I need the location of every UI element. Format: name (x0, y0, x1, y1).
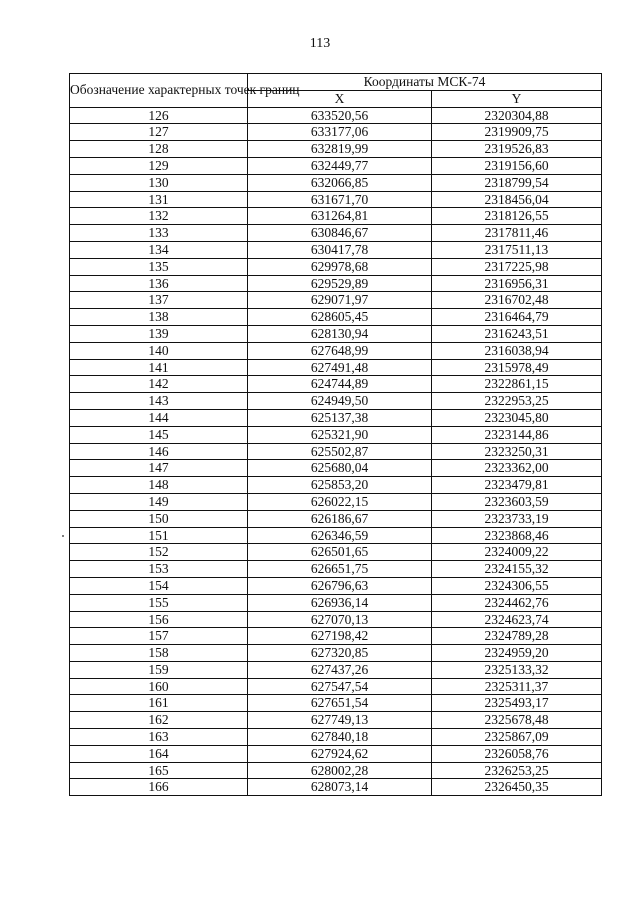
table-row (70, 241, 602, 258)
point-cell: 127 (70, 124, 248, 141)
point-cell: 142 (70, 376, 248, 393)
x-coordinate-cell: 631671,70 (248, 191, 432, 208)
x-coordinate-cell: 632449,77 (248, 157, 432, 174)
point-cell: 153 (70, 561, 248, 578)
coordinates-table (69, 73, 602, 796)
point-cell: 145 (70, 426, 248, 443)
x-coordinate-cell: 627651,54 (248, 695, 432, 712)
point-cell: 138 (70, 309, 248, 326)
table-row (70, 393, 602, 410)
table-row (70, 225, 602, 242)
point-cell: 161 (70, 695, 248, 712)
x-coordinate-cell: 626936,14 (248, 594, 432, 611)
x-coordinate-cell: 627437,26 (248, 661, 432, 678)
y-coordinate-cell: 2326253,25 (432, 762, 602, 779)
point-cell: 155 (70, 594, 248, 611)
point-cell: 165 (70, 762, 248, 779)
y-coordinate-cell: 2325311,37 (432, 678, 602, 695)
table-row (70, 729, 602, 746)
point-cell: 156 (70, 611, 248, 628)
y-coordinate-cell: 2316038,94 (432, 342, 602, 359)
point-column-header: Обозначение характерных точек границ (70, 74, 248, 108)
point-cell: 159 (70, 661, 248, 678)
table-row (70, 477, 602, 494)
x-coordinate-cell: 628130,94 (248, 325, 432, 342)
y-coordinate-cell: 2323603,59 (432, 493, 602, 510)
point-cell: 136 (70, 275, 248, 292)
table-row (70, 409, 602, 426)
point-cell: 135 (70, 258, 248, 275)
point-cell: 132 (70, 208, 248, 225)
point-cell: 149 (70, 493, 248, 510)
y-coordinate-cell: 2318799,54 (432, 174, 602, 191)
table-row (70, 157, 602, 174)
x-coordinate-cell: 627070,13 (248, 611, 432, 628)
table-row (70, 342, 602, 359)
table-row (70, 779, 602, 796)
table-row (70, 594, 602, 611)
x-coordinate-cell: 631264,81 (248, 208, 432, 225)
table-row (70, 174, 602, 191)
x-coordinate-cell: 627198,42 (248, 628, 432, 645)
x-coordinate-cell: 624744,89 (248, 376, 432, 393)
x-coordinate-cell: 625680,04 (248, 460, 432, 477)
y-coordinate-cell: 2324155,32 (432, 561, 602, 578)
x-coordinate-cell: 626651,75 (248, 561, 432, 578)
point-cell: 130 (70, 174, 248, 191)
x-coordinate-cell: 627648,99 (248, 342, 432, 359)
table-row (70, 544, 602, 561)
point-cell: 133 (70, 225, 248, 242)
point-cell: 147 (70, 460, 248, 477)
x-coordinate-cell: 629529,89 (248, 275, 432, 292)
table-row (70, 191, 602, 208)
point-cell: 126 (70, 107, 248, 124)
y-coordinate-cell: 2324009,22 (432, 544, 602, 561)
table-row (70, 292, 602, 309)
x-coordinate-cell: 629978,68 (248, 258, 432, 275)
table-row (70, 762, 602, 779)
point-cell: 129 (70, 157, 248, 174)
table-body (70, 107, 602, 796)
y-coordinate-cell: 2316243,51 (432, 325, 602, 342)
page-number: 113 (309, 36, 331, 51)
table-row (70, 695, 602, 712)
table-row (70, 460, 602, 477)
point-cell: 141 (70, 359, 248, 376)
y-coordinate-cell: 2322953,25 (432, 393, 602, 410)
x-coordinate-cell: 630417,78 (248, 241, 432, 258)
y-coordinate-cell: 2324959,20 (432, 645, 602, 662)
table-row (70, 678, 602, 695)
x-column-header: X (248, 90, 432, 107)
y-coordinate-cell: 2318126,55 (432, 208, 602, 225)
y-coordinate-cell: 2319909,75 (432, 124, 602, 141)
table-row (70, 124, 602, 141)
point-cell: 128 (70, 141, 248, 158)
point-cell: 143 (70, 393, 248, 410)
y-coordinate-cell: 2317511,13 (432, 241, 602, 258)
point-cell: 150 (70, 510, 248, 527)
point-cell: 152 (70, 544, 248, 561)
table-row (70, 628, 602, 645)
x-coordinate-cell: 624949,50 (248, 393, 432, 410)
table-row (70, 443, 602, 460)
point-cell: 151 (70, 527, 248, 544)
y-coordinate-cell: 2319156,60 (432, 157, 602, 174)
x-coordinate-cell: 633520,56 (248, 107, 432, 124)
x-coordinate-cell: 633177,06 (248, 124, 432, 141)
x-coordinate-cell: 626346,59 (248, 527, 432, 544)
table-row (70, 510, 602, 527)
x-coordinate-cell: 625853,20 (248, 477, 432, 494)
y-coordinate-cell: 2317225,98 (432, 258, 602, 275)
point-cell: 164 (70, 745, 248, 762)
table-row (70, 141, 602, 158)
table-row (70, 645, 602, 662)
table-row (70, 426, 602, 443)
y-coordinate-cell: 2323144,86 (432, 426, 602, 443)
y-coordinate-cell: 2323045,80 (432, 409, 602, 426)
point-cell: 166 (70, 779, 248, 796)
point-cell: 139 (70, 325, 248, 342)
x-coordinate-cell: 627924,62 (248, 745, 432, 762)
table-row (70, 561, 602, 578)
y-coordinate-cell: 2326058,76 (432, 745, 602, 762)
table-header (70, 74, 602, 108)
table-row (70, 661, 602, 678)
y-coordinate-cell: 2320304,88 (432, 107, 602, 124)
y-coordinate-cell: 2326450,35 (432, 779, 602, 796)
point-cell: 140 (70, 342, 248, 359)
x-coordinate-cell: 627491,48 (248, 359, 432, 376)
y-coordinate-cell: 2323733,19 (432, 510, 602, 527)
point-cell: 154 (70, 577, 248, 594)
point-cell: 160 (70, 678, 248, 695)
y-coordinate-cell: 2322861,15 (432, 376, 602, 393)
y-coordinate-cell: 2324462,76 (432, 594, 602, 611)
table-row (70, 712, 602, 729)
x-coordinate-cell: 626186,67 (248, 510, 432, 527)
y-coordinate-cell: 2325867,09 (432, 729, 602, 746)
y-coordinate-cell: 2325133,32 (432, 661, 602, 678)
x-coordinate-cell: 632819,99 (248, 141, 432, 158)
y-coordinate-cell: 2325493,17 (432, 695, 602, 712)
point-cell: 157 (70, 628, 248, 645)
y-coordinate-cell: 2323250,31 (432, 443, 602, 460)
x-coordinate-cell: 628002,28 (248, 762, 432, 779)
x-coordinate-cell: 632066,85 (248, 174, 432, 191)
x-coordinate-cell: 628073,14 (248, 779, 432, 796)
x-coordinate-cell: 626022,15 (248, 493, 432, 510)
x-coordinate-cell: 629071,97 (248, 292, 432, 309)
table-row (70, 611, 602, 628)
x-coordinate-cell: 626501,65 (248, 544, 432, 561)
table-row (70, 359, 602, 376)
x-coordinate-cell: 630846,67 (248, 225, 432, 242)
point-cell: 162 (70, 712, 248, 729)
x-coordinate-cell: 627547,54 (248, 678, 432, 695)
y-coordinate-cell: 2324306,55 (432, 577, 602, 594)
x-coordinate-cell: 625321,90 (248, 426, 432, 443)
table-row (70, 258, 602, 275)
x-coordinate-cell: 628605,45 (248, 309, 432, 326)
y-coordinate-cell: 2324789,28 (432, 628, 602, 645)
y-coordinate-cell: 2317811,46 (432, 225, 602, 242)
y-coordinate-cell: 2323868,46 (432, 527, 602, 544)
point-cell: 146 (70, 443, 248, 460)
y-coordinate-cell: 2325678,48 (432, 712, 602, 729)
table-row (70, 208, 602, 225)
table-row (70, 527, 602, 544)
table-row (70, 309, 602, 326)
y-coordinate-cell: 2315978,49 (432, 359, 602, 376)
point-cell: 144 (70, 409, 248, 426)
coordinate-system-header: Координаты МСК-74 (248, 74, 602, 91)
point-cell: 131 (70, 191, 248, 208)
table-row (70, 376, 602, 393)
table-row (70, 493, 602, 510)
x-coordinate-cell: 626796,63 (248, 577, 432, 594)
y-coordinate-cell: 2323479,81 (432, 477, 602, 494)
table-row (70, 577, 602, 594)
table-row (70, 745, 602, 762)
y-column-header: Y (432, 90, 602, 107)
y-coordinate-cell: 2324623,74 (432, 611, 602, 628)
point-cell: 148 (70, 477, 248, 494)
header-row-top (70, 74, 602, 91)
y-coordinate-cell: 2319526,83 (432, 141, 602, 158)
table-row (70, 107, 602, 124)
point-cell: 134 (70, 241, 248, 258)
y-coordinate-cell: 2316464,79 (432, 309, 602, 326)
y-coordinate-cell: 2318456,04 (432, 191, 602, 208)
point-cell: 137 (70, 292, 248, 309)
x-coordinate-cell: 625502,87 (248, 443, 432, 460)
x-coordinate-cell: 627840,18 (248, 729, 432, 746)
point-cell: 163 (70, 729, 248, 746)
table-row (70, 275, 602, 292)
table-row (70, 325, 602, 342)
x-coordinate-cell: 627749,13 (248, 712, 432, 729)
x-coordinate-cell: 625137,38 (248, 409, 432, 426)
point-cell: 158 (70, 645, 248, 662)
y-coordinate-cell: 2316956,31 (432, 275, 602, 292)
y-coordinate-cell: 2316702,48 (432, 292, 602, 309)
scan-speck (62, 535, 64, 537)
y-coordinate-cell: 2323362,00 (432, 460, 602, 477)
x-coordinate-cell: 627320,85 (248, 645, 432, 662)
